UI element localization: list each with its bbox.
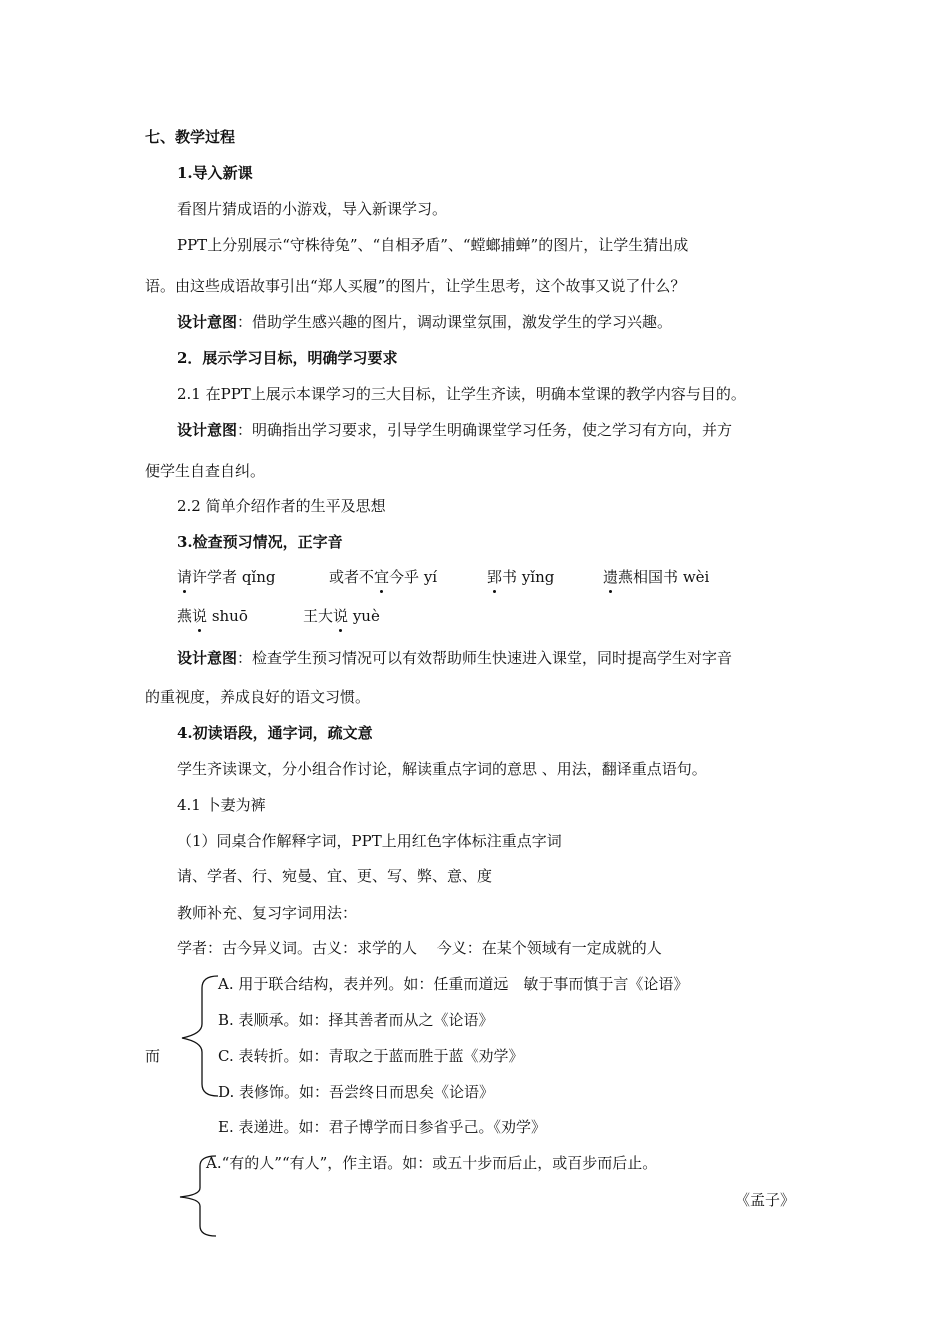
heading-1: 1.导入新课 bbox=[177, 164, 253, 182]
paragraph: 学生齐读课文，分小组合作讨论，解读重点字词的意思 、用法，翻译重点语句。 bbox=[177, 760, 707, 778]
subheading: 4.1 卜妻为裤 bbox=[177, 796, 266, 814]
dotted-char: 说 bbox=[333, 607, 349, 625]
design-intent-2 bbox=[177, 420, 732, 440]
huo-item: A.“有的人”“有人”，作主语。如：或五十步而后止，或百步而后止。 bbox=[206, 1154, 658, 1172]
paragraph: （1）同桌合作解释字词，PPT上用红色字体标注重点字词 bbox=[177, 832, 562, 850]
pronunciation-item: 或者不宜今乎 yí bbox=[329, 568, 438, 586]
intent-text: ：借助学生感兴趣的图片，调动课堂氛围，激发学生的学习兴趣。 bbox=[237, 313, 673, 331]
pronunciation-item: 燕说 shuō bbox=[177, 607, 248, 625]
paragraph: 2.1 在PPT上展示本课学习的三大目标，让学生齐读，明确本堂课的教学内容与目的。 bbox=[177, 385, 746, 403]
paragraph: 便学生自查自纠。 bbox=[145, 462, 266, 480]
intent-label: 设计意图 bbox=[177, 313, 238, 331]
er-item: A. 用于联合结构，表并列。如：任重而道远 敏于事而慎于言《论语》 bbox=[218, 975, 689, 993]
source-citation: 《孟子》 bbox=[735, 1191, 796, 1209]
keyword-list: 请、学者、行、宛曼、宜、更、写、弊、意、度 bbox=[177, 867, 493, 885]
pinyin: qǐng bbox=[241, 568, 276, 586]
pinyin: yǐng bbox=[521, 568, 555, 586]
er-char: 而 bbox=[145, 1047, 161, 1065]
paragraph: 教师补充、复习字词用法： bbox=[177, 904, 358, 922]
heading-4: 4.初读语段，通字词，疏文意 bbox=[177, 724, 373, 742]
er-item: D. 表修饰。如：吾尝终日而思矣《论语》 bbox=[218, 1083, 495, 1101]
paragraph: 的重视度，养成良好的语文习惯。 bbox=[145, 688, 371, 706]
pronunciation-item: 遗燕相国书 wèi bbox=[603, 568, 710, 586]
paragraph: PPT上分别展示“守株待兔”、“自相矛盾”、“螳螂捕蝉”的图片，让学生猜出成 bbox=[177, 236, 689, 254]
design-intent-1 bbox=[177, 312, 672, 332]
paragraph: 2.2 简单介绍作者的生平及思想 bbox=[177, 497, 386, 515]
pronunciation-item: 请许学者 qǐng bbox=[177, 568, 276, 586]
intent-text: ：明确指出学习要求，引导学生明确课堂学习任务，使之学习有方向，并方 bbox=[237, 421, 733, 439]
intent-label: 设计意图 bbox=[177, 421, 238, 439]
paragraph: 语。由这些成语故事引出“郑人买履”的图片，让学生思考，这个故事又说了什么？ bbox=[145, 277, 686, 295]
brace-icon bbox=[174, 972, 224, 1102]
heading-2: 2．展示学习目标，明确学习要求 bbox=[177, 349, 398, 367]
section-heading: 七、教学过程 bbox=[145, 128, 236, 146]
heading-3: 3.检查预习情况，正字音 bbox=[177, 533, 343, 551]
pinyin: yí bbox=[423, 568, 438, 586]
dotted-char: 遗 bbox=[603, 568, 619, 586]
paragraph: 看图片猜成语的小游戏，导入新课学习。 bbox=[177, 200, 448, 218]
design-intent-3 bbox=[177, 648, 732, 668]
pronunciation-item: 郢书 yǐng bbox=[487, 568, 555, 586]
er-item: C. 表转折。如：青取之于蓝而胜于蓝《劝学》 bbox=[218, 1047, 524, 1065]
dotted-char: 宜 bbox=[374, 568, 390, 586]
intent-text: ：检查学生预习情况可以有效帮助师生快速进入课堂，同时提高学生对字音 bbox=[237, 649, 733, 667]
dotted-char: 请 bbox=[177, 568, 193, 586]
pronunciation-item: 王大说 yuè bbox=[303, 607, 380, 625]
intent-label: 设计意图 bbox=[177, 649, 238, 667]
dotted-char: 郢 bbox=[487, 568, 503, 586]
er-item: B. 表顺承。如：择其善者而从之《论语》 bbox=[218, 1011, 494, 1029]
pinyin: shuō bbox=[211, 607, 248, 625]
dotted-char: 说 bbox=[192, 607, 208, 625]
er-item: E. 表递进。如：君子博学而日参省乎己。《劝学》 bbox=[218, 1118, 546, 1136]
pinyin: wèi bbox=[682, 568, 710, 586]
pinyin: yuè bbox=[352, 607, 380, 625]
paragraph: 学者：古今异义词。古义：求学的人 今义：在某个领域有一定成就的人 bbox=[177, 939, 662, 957]
